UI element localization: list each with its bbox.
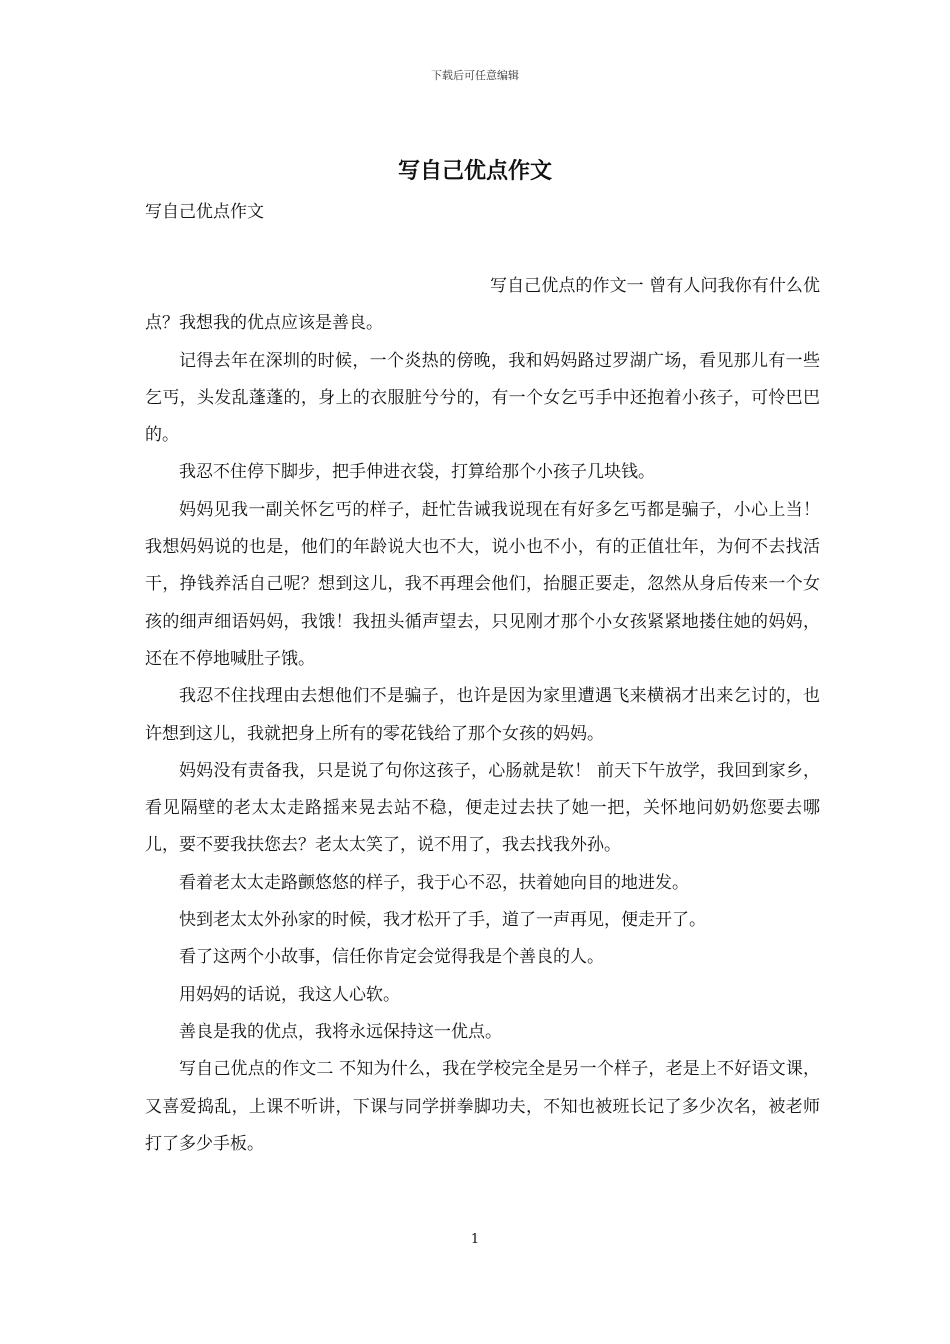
- document-body: [145, 268, 820, 1163]
- paragraph: 我忍不住停下脚步，把手伸进衣袋，打算给那个小孩子几块钱。: [179, 462, 655, 483]
- paragraph: 写自己优点的作文二 不知为什么，我在学校完全是另一个样子，老是上不好语文课，又喜爱捣乱，上课不听讲，下课与同学拼拳脚功夫，不知也被班长记了多少次名，被老师打了多少手板。: [145, 1059, 820, 1154]
- document-subtitle: 写自己优点作文: [145, 202, 264, 222]
- paragraph: 妈妈没有责备我，只是说了句你这孩子，心肠就是软！ 前天下午放学，我回到家乡，看见隔壁的老太太走路摇来晃去站不稳，便走过去扶了她一把，关怀地问奶奶您要去哪儿，要不要我扶您去？老太太笑了，说不用了，我去找我外孙。: [145, 760, 820, 856]
- paragraph: 善良是我的优点，我将永远保持这一优点。: [179, 1021, 502, 1042]
- paragraph: 妈妈见我一副关怀乞丐的样子，赶忙告诫我说现在有好多乞丐都是骗子，小心上当！我想妈妈说的也是，他们的年龄说大也不大，说小也不小，有的正值壮年，为何不去找活干，挣钱养活自己呢？想到这儿，我不再理会他们，抬腿正要走，忽然从身后传来一个女孩的细声细语妈妈，我饿！我扭头循声望去，只见刚才那个小女孩紧紧地搂住她的妈妈，还在不停地喊肚子饿。: [145, 499, 820, 669]
- paragraph: 记得去年在深圳的时候，一个炎热的傍晚，我和妈妈路过罗湖广场，看见那儿有一些乞丐，头发乱蓬蓬的，身上的衣服脏兮兮的，有一个女乞丐手中还抱着小孩子，可怜巴巴的。: [145, 350, 820, 446]
- page-number: 1: [470, 1232, 480, 1247]
- paragraph: 看着老太太走路颤悠悠的样子，我于心不忍，扶着她向目的地进发。: [179, 872, 689, 893]
- paragraph: 写自己优点的作文一 曾有人问我你有什么优点？我想我的优点应该是善良。: [145, 276, 820, 334]
- document-title: 写自己优点作文: [397, 158, 552, 184]
- paragraph: 快到老太太外孙家的时候，我才松开了手，道了一声再见，便走开了。: [179, 910, 706, 931]
- paragraph: 看了这两个小故事，信任你肯定会觉得我是个善良的人。: [179, 947, 604, 968]
- paragraph: 我忍不住找理由去想他们不是骗子，也许是因为家里遭遇飞来横祸才出来乞讨的，也许想到这儿，我就把身上所有的零花钱给了那个女孩的妈妈。: [145, 686, 820, 744]
- paragraph: 用妈妈的话说，我这人心软。: [179, 984, 400, 1005]
- page-header-note: 下载后可任意编辑: [431, 69, 519, 82]
